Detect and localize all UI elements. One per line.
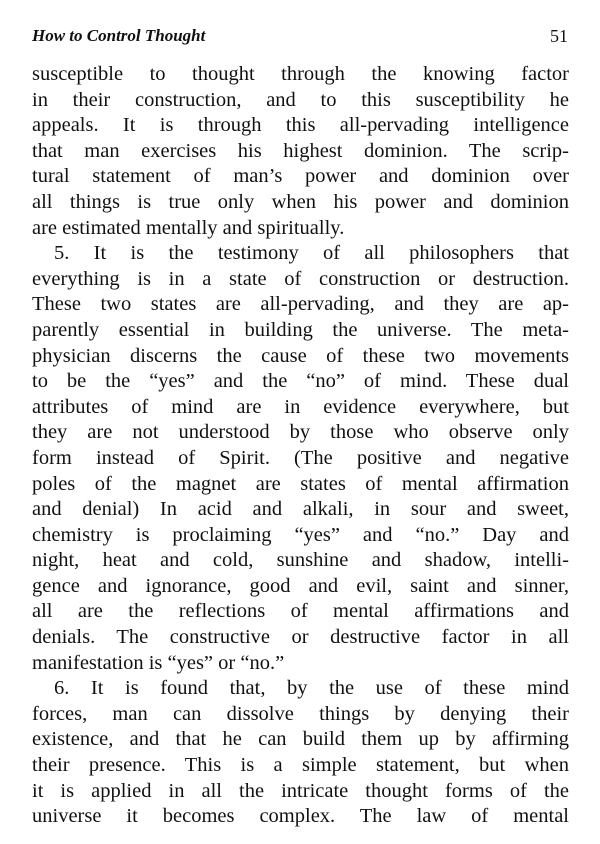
text-line: These two states are all-pervading, and they are ap- [32, 293, 569, 316]
text-line: all are the reflections of mental affirmations and [32, 600, 569, 623]
text-line: gence and ignorance, good and evil, saint and sinner, [32, 574, 569, 597]
text-line: chemistry is proclaiming “yes” and “no.” Day and [32, 523, 569, 546]
page-body-text [32, 62, 569, 830]
text-line: night, heat and cold, sunshine and shadow, intelli- [32, 549, 569, 572]
text-line: physician discerns the cause of these two movements [32, 344, 569, 367]
text-line: parently essential in building the universe. The meta- [32, 318, 569, 341]
text-line: are estimated mentally and spiritually. [32, 216, 345, 239]
text-line: appeals. It is through this all-pervading intelligence [32, 114, 569, 137]
page-number: 51 [550, 26, 568, 46]
text-line: and denial) In acid and alkali, in sour and sweet, [32, 498, 569, 521]
text-line: it is applied in all the intricate thought forms of the [32, 779, 569, 802]
text-line: 5. It is the testimony of all philosophers that [54, 242, 569, 265]
text-line: 6. It is found that, by the use of these mind [54, 677, 569, 700]
text-line: poles of the magnet are states of mental affirmation [32, 472, 569, 495]
running-header [32, 26, 568, 50]
text-line: existence, and that he can build them up by affirming [32, 728, 569, 751]
text-line: to be the “yes” and the “no” of mind. These dual [32, 370, 569, 393]
text-line: in their construction, and to this susceptibility he [32, 88, 569, 111]
text-line: universe it becomes complex. The law of mental [32, 805, 569, 828]
text-line: that man exercises his highest dominion. The scrip- [32, 139, 569, 162]
text-line: their presence. This is a simple statement, but when [32, 754, 569, 777]
text-line: form instead of Spirit. (The positive and negative [32, 446, 569, 469]
running-title: How to Control Thought [32, 26, 206, 45]
text-line: susceptible to thought through the knowing factor [32, 63, 569, 85]
text-line: attributes of mind are in evidence everywhere, but [32, 395, 569, 418]
text-line: everything is in a state of construction or destruction. [32, 267, 569, 290]
text-line: they are not understood by those who observe only [32, 421, 569, 444]
text-line: manifestation is “yes” or “no.” [32, 651, 285, 674]
text-line: denials. The constructive or destructive factor in all [32, 626, 569, 649]
text-line: all things is true only when his power and dominion [32, 190, 569, 213]
text-line: tural statement of man’s power and dominion over [32, 165, 569, 188]
text-line: forces, man can dissolve things by denying their [32, 702, 569, 725]
